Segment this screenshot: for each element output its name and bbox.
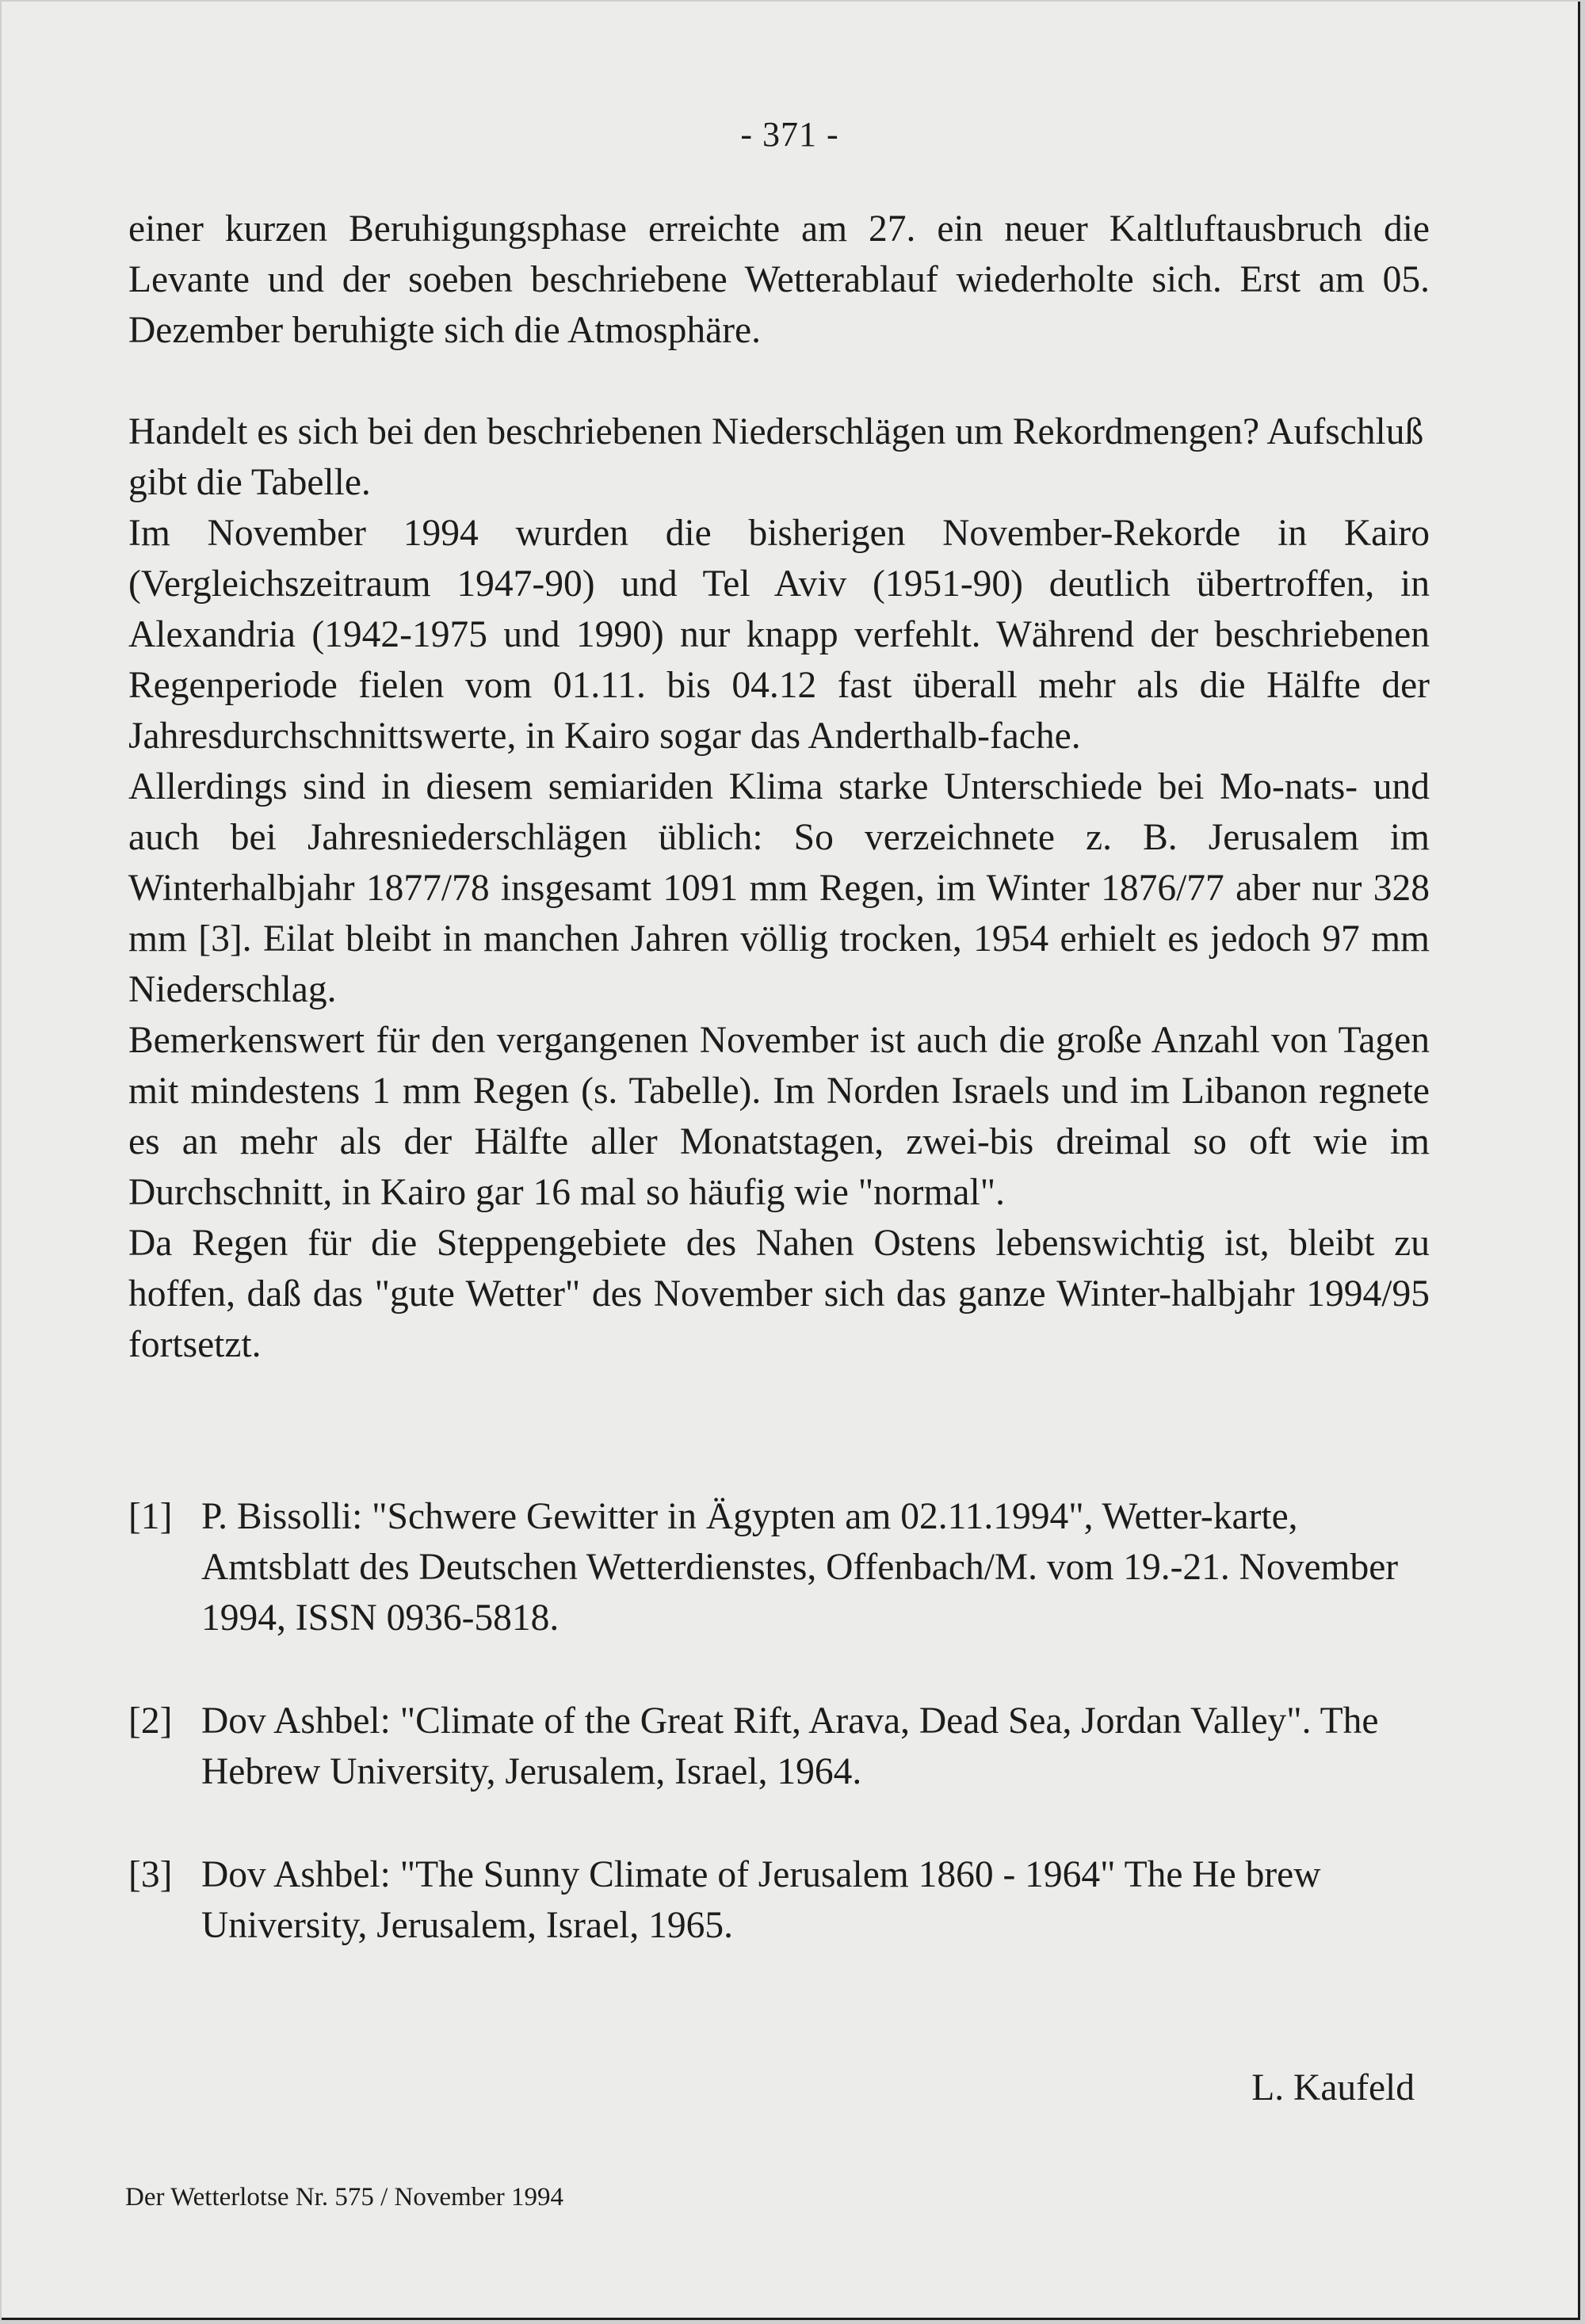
- paragraph: Da Regen für die Steppengebiete des Nahen Ostens lebenswichtig ist, bleibt zu hoffen, daß das "gute Wetter" des November sich das ganze Winter-halbjahr 1994/95 fortsetzt.: [128, 1223, 1430, 1365]
- references: [128, 1491, 1436, 2003]
- reference-label: [1]: [128, 1496, 173, 1537]
- publication-footer: Der Wetterlotse Nr. 575 / November 1994: [125, 2183, 564, 2211]
- paragraph: Allerdings sind in diesem semiariden Klima starke Unterschiede bei Mo-nats- und auch bei Jahresniederschlägen üblich: So verzeichnete z. B. Jerusalem im Winterhalbjahr 1877/78 insgesamt 1091 mm Regen, im Winter 1876/77 aber nur 328 mm [3]. Eilat bleibt in manchen Jahren völlig trocken, 1954 erhielt es jedoch 97 mm Niederschlag.: [128, 766, 1430, 1010]
- reference-item: [128, 1491, 1436, 1643]
- paragraph: Handelt es sich bei den beschriebenen Niederschlägen um Rekordmengen? Aufschluß gibt die Tabelle.: [128, 411, 1424, 503]
- reference-item: [128, 1696, 1436, 1797]
- body-text: [128, 204, 1430, 1370]
- reference-label: [2]: [128, 1700, 173, 1742]
- reference-item: [128, 1849, 1436, 1951]
- author-signature: L. Kaufeld: [1251, 2067, 1415, 2108]
- reference-label: [3]: [128, 1854, 173, 1895]
- reference-text: Dov Ashbel: "Climate of the Great Rift, Arava, Dead Sea, Jordan Valley". The Hebrew University, Jerusalem, Israel, 1964.: [201, 1700, 1379, 1792]
- paragraph-gap: [128, 356, 1430, 406]
- document-page: [2, 2, 1580, 2320]
- paragraph: Im November 1994 wurden die bisherigen November-Rekorde in Kairo (Vergleichszeitraum 1947-90) und Tel Aviv (1951-90) deutlich übertroffen, in Alexandria (1942-1975 und 1990) nur knapp verfehlt. Während der beschriebenen Regenperiode fielen vom 01.11. bis 04.12 fast überall mehr als die Hälfte der Jahresdurchschnittswerte, in Kairo sogar das Anderthalb-fache.: [128, 513, 1430, 757]
- page-number: - 371 -: [740, 115, 839, 154]
- reference-text: P. Bissolli: "Schwere Gewitter in Ägypten am 02.11.1994", Wetter-karte, Amtsblatt des Deutschen Wetterdienstes, Offenbach/M. vom 19.-21. November 1994, ISSN 0936-5818.: [201, 1496, 1399, 1639]
- paragraph: einer kurzen Beruhigungsphase erreichte am 27. ein neuer Kaltluftausbruch die Levante und der soeben beschriebene Wetterablauf wiederholte sich. Erst am 05. Dezember beruhigte sich die Atmosphäre.: [128, 208, 1430, 351]
- paragraph: Bemerkenswert für den vergangenen November ist auch die große Anzahl von Tagen mit mindestens 1 mm Regen (s. Tabelle). Im Norden Israels und im Libanon regnete es an mehr als der Hälfte aller Monatstagen, zwei-bis dreimal so oft wie im Durchschnitt, in Kairo gar 16 mal so häufig wie "normal".: [128, 1020, 1430, 1213]
- reference-text: Dov Ashbel: "The Sunny Climate of Jerusalem 1860 - 1964" The He brew University, Jerusalem, Israel, 1965.: [201, 1854, 1321, 1946]
